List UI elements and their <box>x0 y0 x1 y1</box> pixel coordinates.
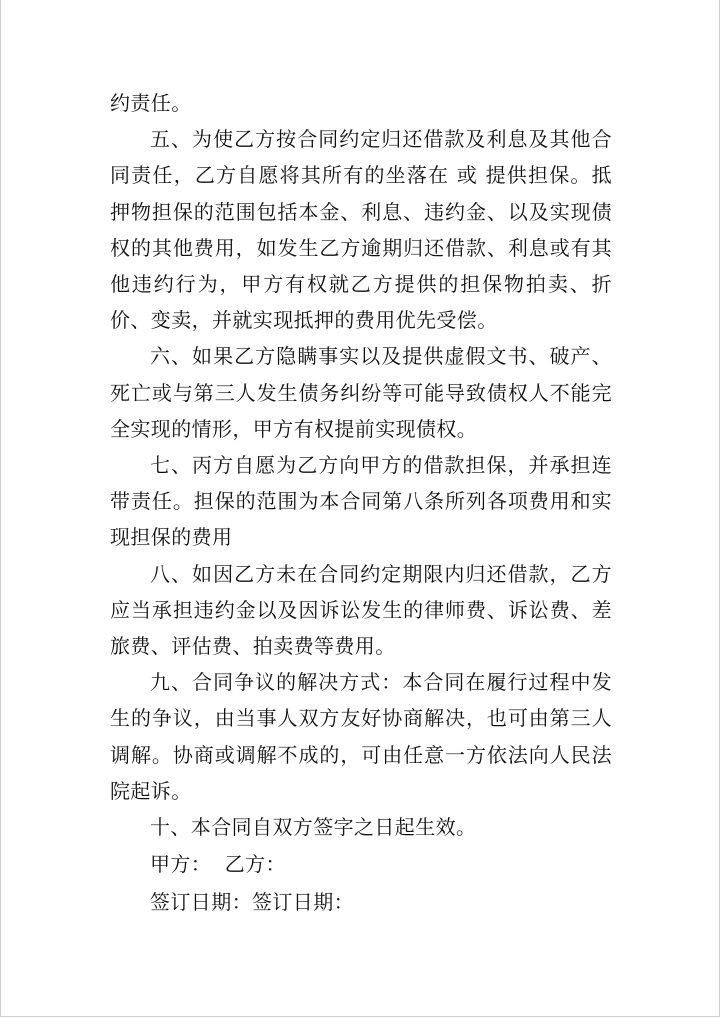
clause-7: 七、丙方自愿为乙方向甲方的借款担保，并承担连带责任。担保的范围为本合同第八条所列各项费用和实现担保的费用 <box>110 453 612 550</box>
clause-9: 九、合同争议的解决方式：本合同在履行过程中发生的争议，由当事人双方友好协商解决，也可由第三人调解。协商或调解不成的，可由任意一方依法向人民法院起诉。 <box>110 670 612 803</box>
document-body <box>110 85 612 921</box>
clause-6: 六、如果乙方隐瞒事实以及提供虚假文书、破产、死亡或与第三人发生债务纠纷等可能导致债权人不能完全实现的情形，甲方有权提前实现债权。 <box>110 344 612 441</box>
clause-10: 十、本合同自双方签字之日起生效。 <box>150 815 477 840</box>
clause-8: 八、如因乙方未在合同约定期限内归还借款，乙方应当承担违约金以及因诉讼发生的律师费、诉讼费、差旅费、评估费、拍卖费等费用。 <box>110 561 612 659</box>
clause-5: 五、为使乙方按合同约定归还借款及利息及其他合同责任，乙方自愿将其所有的坐落在 或 提供担保。抵押物担保的范围包括本金、利息、违约金、以及实现债权的其他费用，如发生乙方逾期归还借款、利息或有其他违约行为，甲方有权就乙方提供的担保物拍卖、折价、变卖，并就实现抵押的费用优先受偿。 <box>110 127 612 333</box>
signing-date-line: 签订日期：签订日期： <box>150 890 354 915</box>
parties-signature-line: 甲方： 乙方： <box>150 852 286 877</box>
paragraph-continuation: 约责任。 <box>110 91 192 115</box>
